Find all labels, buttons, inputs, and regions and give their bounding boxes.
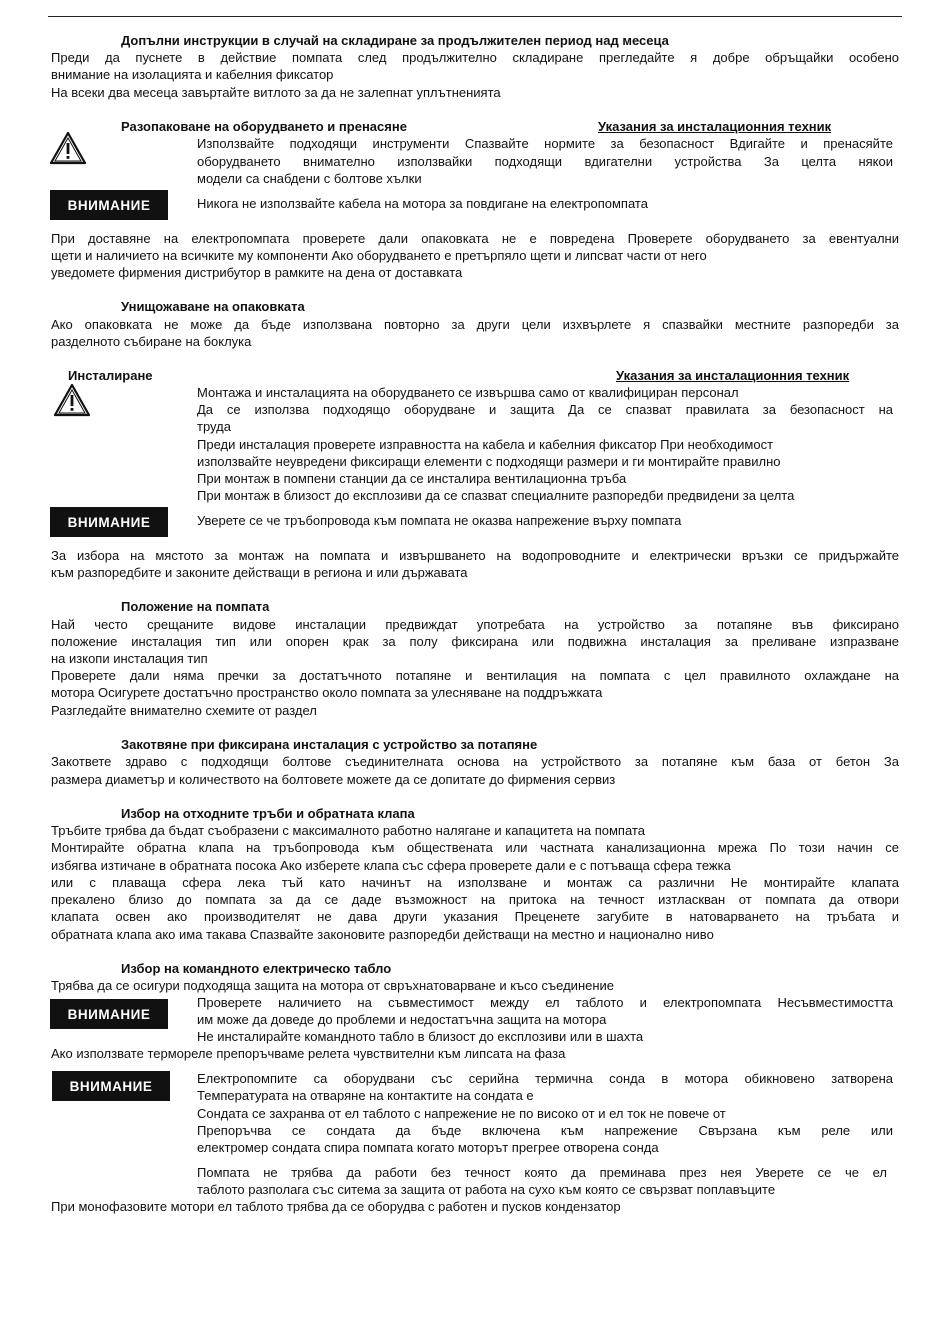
heading-pipes: Избор на отходните тръби и обратната клапа [121,806,415,821]
panel-probe-line-1: Електропомпите са оборудвани със серийна термична сонда в мотора обикновено затворена [197,1071,893,1086]
position-line-5: мотора Осигурете достатъчно пространство около помпата за улесняване на поддръжката [51,685,603,700]
unpacking-after-2: щети и наличието на всичките му компоненти Ако оборудването е претърпяло щети и липсват части от него [51,248,707,263]
top-rule [48,16,902,17]
storage-line-3: На всеки два месеца завъртайте витлото за да не залепнат уплътненията [51,85,501,100]
unpacking-line-3: модели са снабдени с болтове хълки [197,171,422,186]
heading-anchoring: Закотвяне при фиксирана инсталация с устройство за потапяне [121,737,538,752]
disposal-line-1: Ако опаковката не може да бъде използвана повторно за други цели изхвърлете я спазвайки местните разпоредби за [51,317,899,332]
unpacking-line-1: Използвайте подходящи инструменти Спазвайте нормите за безопасност Вдигайте и пренасяйте [197,136,893,151]
installation-line-1: Монтажа и инсталацията на оборудването се извършва само от квалифициран персонал [197,385,739,400]
warning-triangle-icon [53,383,91,417]
installer-note-1: Указания за инсталационния техник [598,119,832,134]
panel-dry-line-1: Помпата не трябва да работи без течност която да преминава през нея Уверете се че ел [197,1165,887,1180]
anchoring-line-1: Закответе здраво с подходящи болтове съединителната основа на устройството за потапяне към база от бетон За [51,754,899,769]
installation-line-4: Преди инсталация проверете изправността на кабела и кабелния фиксатор При необходимост [197,437,774,452]
installation-line-6: При монтаж в помпени станции да се инсталира вентилационна тръба [197,471,627,486]
panel-warning-line-3: Не инсталирайте командното табло в близост до експлозиви или в шахта [197,1029,644,1044]
storage-line-1: Преди да пуснете в действие помпата след продължително складиране прегледайте я добре обръщайки особено [51,50,899,65]
position-line-1: Най често срещаните видове инсталации предвиждат употребата на устройство за потапяне във фиксирано [51,617,899,632]
heading-storage: Допълни инструкции в случай на складиране за продължителен период над месеца [121,33,669,48]
panel-probe-line-4: Препоръчва се сондата да бъде включена към напрежение Свързана към реле или [197,1123,893,1138]
position-line-2: положение инсталация тип или опорен крак за полу фиксирана или подвижна инсталация за преливане изпразване [51,634,899,649]
panel-probe-line-3: Сондата се захранва от ел таблото с напрежение не по високо от и ел ток не повече от [197,1106,726,1121]
pipes-line-6: клапата освен ако производителят не дава други указания Преценете загубите в натоварването на тръбата и [51,909,899,924]
warning-badge: ВНИМАНИЕ [50,190,168,220]
pipes-line-7: обратната клапа ако има такава Спазвайте законовите разпоредби действащи на местно и национално ниво [51,927,714,942]
panel-probe-line-2: Температурата на отваряне на контактите на сондата е [197,1088,534,1103]
position-line-3: на изкопи инсталация тип [51,651,208,666]
installer-note-2: Указания за инсталационния техник [616,368,850,383]
heading-disposal: Унищожаване на опаковката [121,299,305,314]
unpacking-warning-text: Никога не използвайте кабела на мотора за повдигане на електропомпата [197,196,648,211]
pipes-line-4: или с плаваща сфера лека тъй като начинът на използване и монтаж са различни Не монтирайте клапата [51,875,899,890]
position-line-4: Проверете дали няма пречки за достатъчното потапяне и вентилация на помпата с цел правилното охлаждане на [51,668,899,683]
installation-line-5: използвайте неувредени фиксиращи елементи с подходящи размери и ги монтирайте правилно [197,454,781,469]
installation-after-1: За избора на мястото за монтаж на помпата и извършването на водопроводните и електрически връзки се придържайте [51,548,899,563]
unpacking-after-3: уведомете фирмения дистрибутор в рамките на дена от доставката [51,265,463,280]
warning-badge: ВНИМАНИЕ [52,1071,170,1101]
panel-final-line: При монофазовите мотори ел таблото трябва да се оборудва с работен и пусков кондензатор [51,1199,621,1214]
disposal-line-2: разделното събиране на боклука [51,334,252,349]
pipes-line-3: избягва изтичане в обратната посока Ако изберете клапа със сфера проверете дали е с потъваща сфера тежка [51,858,731,873]
unpacking-after-1: При доставяне на електропомпата проверете дали опаковката не е повредена Проверете оборудването за евентуални [51,231,899,246]
panel-warning-line-2: им може да доведе до проблеми и недостатъчна защита на мотора [197,1012,607,1027]
unpacking-line-2: оборудването внимателно използвайки подходящи вдигателни устройства За целта някои [197,154,893,169]
panel-probe-line-5: електромер сондата спира помпата когато моторът прегрее отворена сонда [197,1140,659,1155]
installation-after-2: към разпоредбите и законите действащи в региона и или държавата [51,565,468,580]
installation-warning-text: Уверете се че тръбопровода към помпата не оказва напрежение върху помпата [197,513,682,528]
panel-intro: Трябва да се осигури подходяща защита на мотора от свръхнатоварване и късо съединение [51,978,615,993]
heading-panel: Избор на командното електрическо табло [121,961,392,976]
installation-line-7: При монтаж в близост до експлозиви да се спазват специалните разпоредби предвидени за целта [197,488,795,503]
heading-unpacking: Разопаковане на оборудването и пренасяне [121,119,407,134]
warning-badge: ВНИМАНИЕ [50,999,168,1029]
pipes-line-1: Тръбите трябва да бъдат съобразени с максималното работно налягане и капацитета на помпата [51,823,645,838]
heading-position: Положение на помпата [121,599,270,614]
warning-badge: ВНИМАНИЕ [50,507,168,537]
installation-line-2: Да се използва подходящо оборудване и защита Да се спазват правилата за безопасност на [197,402,893,417]
installation-line-3: труда [197,419,231,434]
anchoring-line-2: размера диаметър и количеството на болтовете можете да се допитате до фирмения сервиз [51,772,616,787]
panel-warning-line-1: Проверете наличието на съвместимост между ел таблото и електропомпата Несъвместимостта [197,995,893,1010]
warning-triangle-icon [49,131,87,165]
pipes-line-2: Монтирайте обратна клапа на тръбопровода към обществената или частната канализационна мрежа По този начин се [51,840,899,855]
position-line-6: Разгледайте внимателно схемите от раздел [51,703,317,718]
storage-line-2: внимание на изолацията и кабелния фиксатор [51,67,334,82]
panel-dry-line-2: таблото разполага със ситема за защита от работа на сухо към която се свързват поплавъците [197,1182,776,1197]
pipes-line-5: прекалено близо до помпата за да се даде възможност на притока на течност изтласкван от помпата да отвори [51,892,899,907]
heading-installation: Инсталиране [68,368,153,383]
panel-relay-line: Ако използвате термореле препоръчваме релета чувствителни към липсата на фаза [51,1046,566,1061]
